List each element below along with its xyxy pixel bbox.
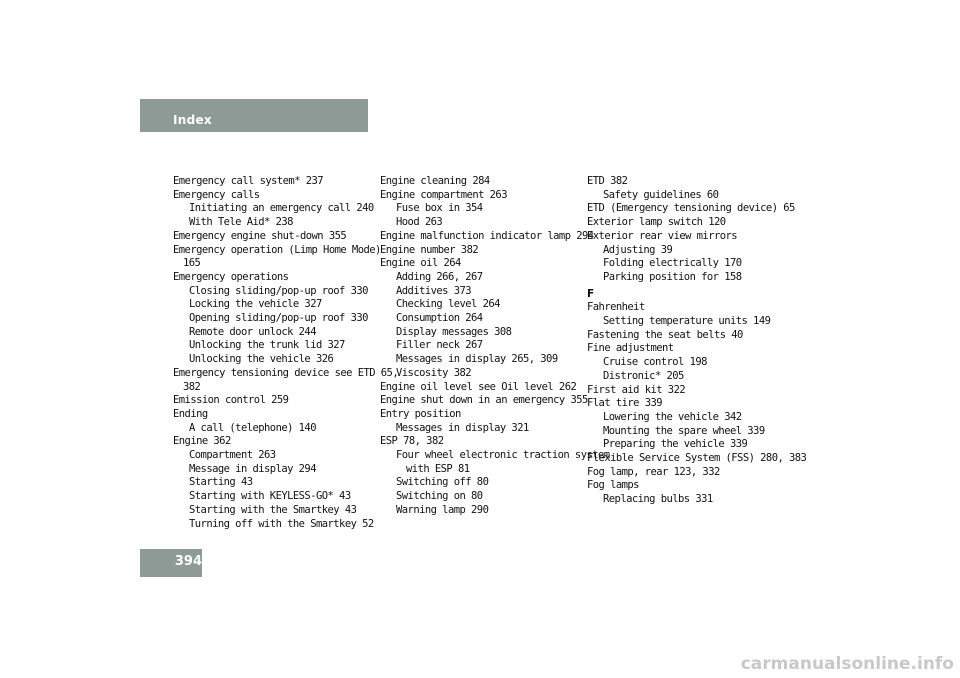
index-entry: Entry position: [380, 407, 461, 420]
index-subentry: Consumption 264: [396, 312, 483, 325]
index-subentry: Preparing the vehicle 339: [603, 438, 748, 451]
index-subentry: Unlocking the trunk lid 327: [189, 339, 345, 352]
index-entry: Exterior rear view mirrors: [587, 229, 738, 242]
index-entry: Engine compartment 263: [380, 188, 507, 201]
index-subentry: Fuse box in 354: [396, 202, 483, 215]
index-subentry: Closing sliding/pop-up roof 330: [189, 284, 368, 297]
index-subentry: Messages in display 265, 309: [396, 353, 558, 366]
index-subentry: Folding electrically 170: [603, 257, 742, 270]
index-subentry: Filler neck 267: [396, 339, 483, 352]
index-letter-heading: F: [587, 287, 594, 300]
index-subentry: Mounting the spare wheel 339: [603, 424, 765, 437]
watermark-text: carmanualsonline.info: [740, 654, 954, 674]
index-subentry: Four wheel electronic traction system: [396, 449, 610, 462]
index-entry: Emergency calls: [173, 188, 260, 201]
index-entry: Fog lamps: [587, 479, 639, 492]
index-entry: Engine shut down in an emergency 355: [380, 394, 588, 407]
index-subentry: Message in display 294: [189, 462, 316, 475]
index-column-2: [380, 175, 610, 518]
index-subentry: with ESP 81: [406, 462, 470, 475]
index-entry: ETD 382: [587, 175, 628, 187]
index-subentry: Lowering the vehicle 342: [603, 410, 742, 423]
index-subentry: Adding 266, 267: [396, 270, 483, 283]
index-entry: 165: [183, 257, 201, 270]
index-entry: Engine oil 264: [380, 257, 461, 270]
index-subentry: Messages in display 321: [396, 421, 529, 434]
index-subentry: Compartment 263: [189, 449, 276, 462]
index-subentry: Initiating an emergency call 240: [189, 202, 374, 215]
index-subentry: Starting with the Smartkey 43: [189, 503, 357, 516]
index-subentry: Replacing bulbs 331: [603, 493, 713, 506]
index-entry: Emergency operations: [173, 270, 289, 283]
index-entry: Engine oil level see Oil level 262: [380, 380, 577, 393]
index-subentry: With Tele Aid* 238: [189, 216, 293, 229]
index-subentry: Setting temperature units 149: [603, 315, 771, 328]
index-entry: Emergency call system* 237: [173, 175, 324, 187]
index-entry: Ending: [173, 407, 208, 420]
index-entry: Engine 362: [173, 435, 231, 448]
index-subentry: Switching on 80: [396, 490, 483, 503]
index-subentry: Opening sliding/pop-up roof 330: [189, 312, 368, 325]
index-subentry: Starting 43: [189, 476, 253, 489]
index-subentry: Safety guidelines 60: [603, 188, 719, 201]
section-title: Index: [173, 113, 212, 127]
index-entry: 382: [183, 380, 201, 393]
index-subentry: Cruise control 198: [603, 356, 707, 369]
index-subentry: Hood 263: [396, 216, 443, 229]
index-entry: ETD (Emergency tensioning device) 65: [587, 202, 795, 215]
index-entry: Engine cleaning 284: [380, 175, 490, 187]
index-entry: Fog lamp, rear 123, 332: [587, 465, 720, 478]
index-entry: Emergency engine shut-down 355: [173, 229, 347, 242]
index-subentry: Display messages 308: [396, 325, 512, 338]
index-subentry: Viscosity 382: [396, 366, 472, 379]
page-number: 394: [174, 554, 202, 569]
index-subentry: Parking position for 158: [603, 270, 742, 283]
index-subentry: Unlocking the vehicle 326: [189, 353, 334, 366]
index-subentry: Remote door unlock 244: [189, 325, 316, 338]
index-subentry: A call (telephone) 140: [189, 421, 316, 434]
index-subentry: Checking level 264: [396, 298, 500, 311]
index-entry: Fahrenheit: [587, 301, 645, 314]
index-subentry: Distronic* 205: [603, 369, 684, 382]
index-entry: Flexible Service System (FSS) 280, 383: [587, 452, 807, 465]
page-number-tab: [140, 549, 202, 577]
index-subentry: Additives 373: [396, 284, 472, 297]
index-subentry: Locking the vehicle 327: [189, 298, 322, 311]
index-entry: Emission control 259: [173, 394, 289, 407]
index-entry: ESP 78, 382: [380, 435, 444, 448]
index-subentry: Adjusting 39: [603, 243, 673, 256]
index-subentry: Warning lamp 290: [396, 503, 489, 516]
section-header-bar: [140, 99, 368, 132]
index-entry: Fine adjustment: [587, 342, 674, 355]
index-column-3: [587, 175, 806, 507]
index-entry: Exterior lamp switch 120: [587, 216, 726, 229]
index-entry: Emergency tensioning device see ETD 65,: [173, 366, 399, 379]
index-subentry: Turning off with the Smartkey 52: [189, 517, 374, 530]
index-entry: Flat tire 339: [587, 397, 663, 410]
index-subentry: Switching off 80: [396, 476, 489, 489]
index-entry: First aid kit 322: [587, 383, 686, 396]
index-column-1: [173, 175, 398, 531]
index-entry: Engine number 382: [380, 243, 479, 256]
index-entry: Emergency operation (Limp Home Mode): [173, 243, 381, 256]
index-subentry: Starting with KEYLESS-GO* 43: [189, 490, 351, 503]
index-entry: Engine malfunction indicator lamp 294: [380, 229, 594, 242]
index-entry: Fastening the seat belts 40: [587, 328, 743, 341]
